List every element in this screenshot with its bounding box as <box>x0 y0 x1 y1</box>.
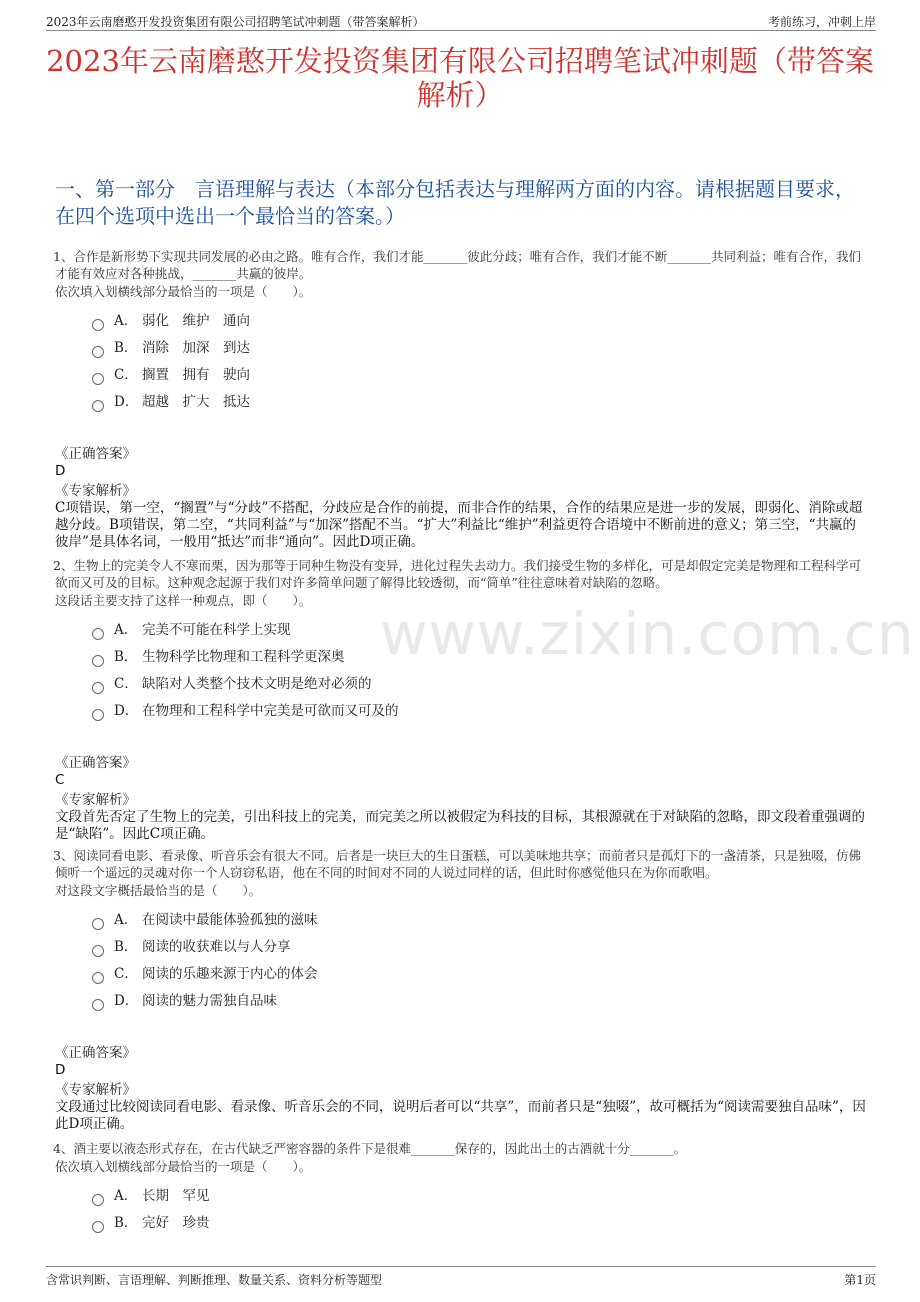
option-a[interactable] <box>92 907 868 934</box>
option-text: 完好 珍贵 <box>142 1215 210 1231</box>
answer-value: D <box>55 1062 66 1078</box>
option-d[interactable] <box>92 698 868 725</box>
option-letter: D． <box>114 993 139 1009</box>
question-4 <box>55 1140 868 1237</box>
explanation-label: 《专家解析》 <box>55 483 136 499</box>
option-a[interactable] <box>92 1183 868 1210</box>
question-prompt: 对这段文字概括最恰当的是（ ）。 <box>55 883 262 898</box>
option-letter: B． <box>114 939 138 955</box>
option-letter: A． <box>114 1188 138 1204</box>
radio-icon[interactable] <box>92 655 104 667</box>
question-stem: 1、合作是新形势下实现共同发展的必由之路。唯有合作，我们才能_______彼此分歧；唯有合作，我们才能不断_______共同利益；唯有合作，我们才能有效应对各种挑战，_______共赢的彼岸。 <box>53 249 861 281</box>
option-text: 阅读的魅力需独自品味 <box>142 993 277 1009</box>
option-text: 超越 扩大 抵达 <box>142 394 250 410</box>
option-text: 缺陷对人类整个技术文明是绝对必须的 <box>142 676 372 692</box>
radio-icon[interactable] <box>92 945 104 957</box>
question-prompt: 依次填入划横线部分最恰当的一项是（ ）。 <box>55 284 312 299</box>
question-stem: 3、阅读同看电影、看录像、听音乐会有很大不同。后者是一块巨大的生日蛋糕，可以美味地共享；而前者只是孤灯下的一盏清茶，只是独啜，仿佛倾听一个遥远的灵魂对你一个人窃窃私语，他在不同的时间对不同的人说过同样的话，但此时你感觉他只在为你而歌唱。 <box>53 848 861 880</box>
answer-value: D <box>55 463 66 479</box>
watermark: www.zixin.com.cn <box>380 600 915 668</box>
radio-icon[interactable] <box>92 682 104 694</box>
option-list <box>92 617 868 725</box>
page-header <box>46 12 876 31</box>
explanation-text: C项错误，第一空，“搁置”与“分歧”不搭配，分歧应是合作的前提，而非合作的结果，合作的结果应是进一步的发展，即弱化、消除或超越分歧。B项错误，第二空，“共同利益”与“加深”搭配不当。“扩大”利益比“维护”利益更符合语境中不断前进的意义；第三空，“共赢的彼岸”是具体名词，一般用“抵达”而非“通向”。因此D项正确。 <box>55 500 863 550</box>
radio-icon[interactable] <box>92 972 104 984</box>
option-letter: C． <box>114 676 138 692</box>
option-letter: C． <box>114 966 138 982</box>
option-a[interactable] <box>92 308 868 335</box>
option-letter: B． <box>114 649 138 665</box>
explanation-label: 《专家解析》 <box>55 792 136 808</box>
question-prompt: 依次填入划横线部分最恰当的一项是（ ）。 <box>55 1159 312 1174</box>
radio-icon[interactable] <box>92 1194 104 1206</box>
option-a[interactable] <box>92 617 868 644</box>
option-letter: A． <box>114 622 138 638</box>
question-stem: 4、酒主要以液态形式存在，在古代缺乏严密容器的条件下是很难_______保存的，因此出土的古酒就十分_______。 <box>53 1141 686 1156</box>
option-b[interactable] <box>92 1210 868 1237</box>
option-text: 生物科学比物理和工程科学更深奥 <box>142 649 345 665</box>
option-letter: A． <box>114 912 138 928</box>
option-text: 在阅读中最能体验孤独的滋味 <box>142 912 318 928</box>
option-text: 阅读的乐趣来源于内心的体会 <box>142 966 318 982</box>
answer-label: 《正确答案》 <box>55 1045 136 1061</box>
radio-icon[interactable] <box>92 999 104 1011</box>
option-text: 搁置 拥有 驶向 <box>142 367 250 383</box>
option-list <box>92 1183 868 1237</box>
section-heading: 一、第一部分 言语理解与表达（本部分包括表达与理解两方面的内容。请根据题目要求，在四个选项中选出一个最恰当的答案。） <box>55 177 855 228</box>
option-c[interactable] <box>92 961 868 988</box>
question-1 <box>55 248 868 551</box>
explanation-text: 文段首先否定了生物上的完美，引出科技上的完美，而完美之所以被假定为科技的目标，其根源就在于对缺陷的忽略，即文段着重强调的是“缺陷”。因此C项正确。 <box>55 809 865 842</box>
option-b[interactable] <box>92 934 868 961</box>
option-b[interactable] <box>92 335 868 362</box>
option-text: 阅读的收获难以与人分享 <box>142 939 291 955</box>
option-letter: D． <box>114 394 139 410</box>
page-footer <box>46 1266 876 1287</box>
option-c[interactable] <box>92 362 868 389</box>
option-text: 弱化 维护 通向 <box>142 313 250 329</box>
option-text: 完美不可能在科学上实现 <box>142 622 291 638</box>
option-list <box>92 907 868 1015</box>
answer-label: 《正确答案》 <box>55 755 136 771</box>
radio-icon[interactable] <box>92 373 104 385</box>
radio-icon[interactable] <box>92 346 104 358</box>
document-title: 2023年云南磨憨开发投资集团有限公司招聘笔试冲刺题（带答案解析） <box>46 44 874 112</box>
radio-icon[interactable] <box>92 918 104 930</box>
option-b[interactable] <box>92 644 868 671</box>
option-text: 在物理和工程科学中完美是可欲而又可及的 <box>142 703 399 719</box>
answer-value: C <box>55 772 65 788</box>
option-letter: B． <box>114 1215 138 1231</box>
option-letter: C． <box>114 367 138 383</box>
header-left-text: 2023年云南磨憨开发投资集团有限公司招聘笔试冲刺题（带答案解析） <box>46 15 425 29</box>
question-3 <box>55 847 868 1133</box>
option-d[interactable] <box>92 988 868 1015</box>
option-d[interactable] <box>92 389 868 416</box>
radio-icon[interactable] <box>92 628 104 640</box>
explanation-text: 文段通过比较阅读同看电影、看录像、听音乐会的不同，说明后者可以“共享”，而前者只是“独啜”，故可概括为“阅读需要独自品味”，因此D项正确。 <box>55 1099 866 1132</box>
option-letter: B． <box>114 340 138 356</box>
question-stem: 2、生物上的完美令人不寒而栗，因为那等于同种生物没有变异，进化过程失去动力。我们接受生物的多样化，可是却假定完美是物理和工程科学可欲而又可及的目标。这种观念起源于我们对许多简单问题了解得比较透彻，而“简单”往往意味着对缺陷的忽略。 <box>53 558 861 590</box>
option-letter: D． <box>114 703 139 719</box>
radio-icon[interactable] <box>92 1221 104 1233</box>
header-right-text: 考前练习，冲刺上岸 <box>767 15 876 29</box>
footer-left-text: 含常识判断、言语理解、判断推理、数量关系、资料分析等题型 <box>46 1273 383 1287</box>
option-letter: A． <box>114 313 138 329</box>
page-number: 第1页 <box>844 1273 876 1287</box>
explanation-label: 《专家解析》 <box>55 1082 136 1098</box>
answer-label: 《正确答案》 <box>55 446 136 462</box>
question-prompt: 这段话主要支持了这样一种观点，即（ ）。 <box>55 593 312 608</box>
question-2 <box>55 557 868 843</box>
option-text: 消除 加深 到达 <box>142 340 250 356</box>
option-list <box>92 308 868 416</box>
radio-icon[interactable] <box>92 319 104 331</box>
radio-icon[interactable] <box>92 400 104 412</box>
option-text: 长期 罕见 <box>142 1188 210 1204</box>
option-c[interactable] <box>92 671 868 698</box>
radio-icon[interactable] <box>92 709 104 721</box>
